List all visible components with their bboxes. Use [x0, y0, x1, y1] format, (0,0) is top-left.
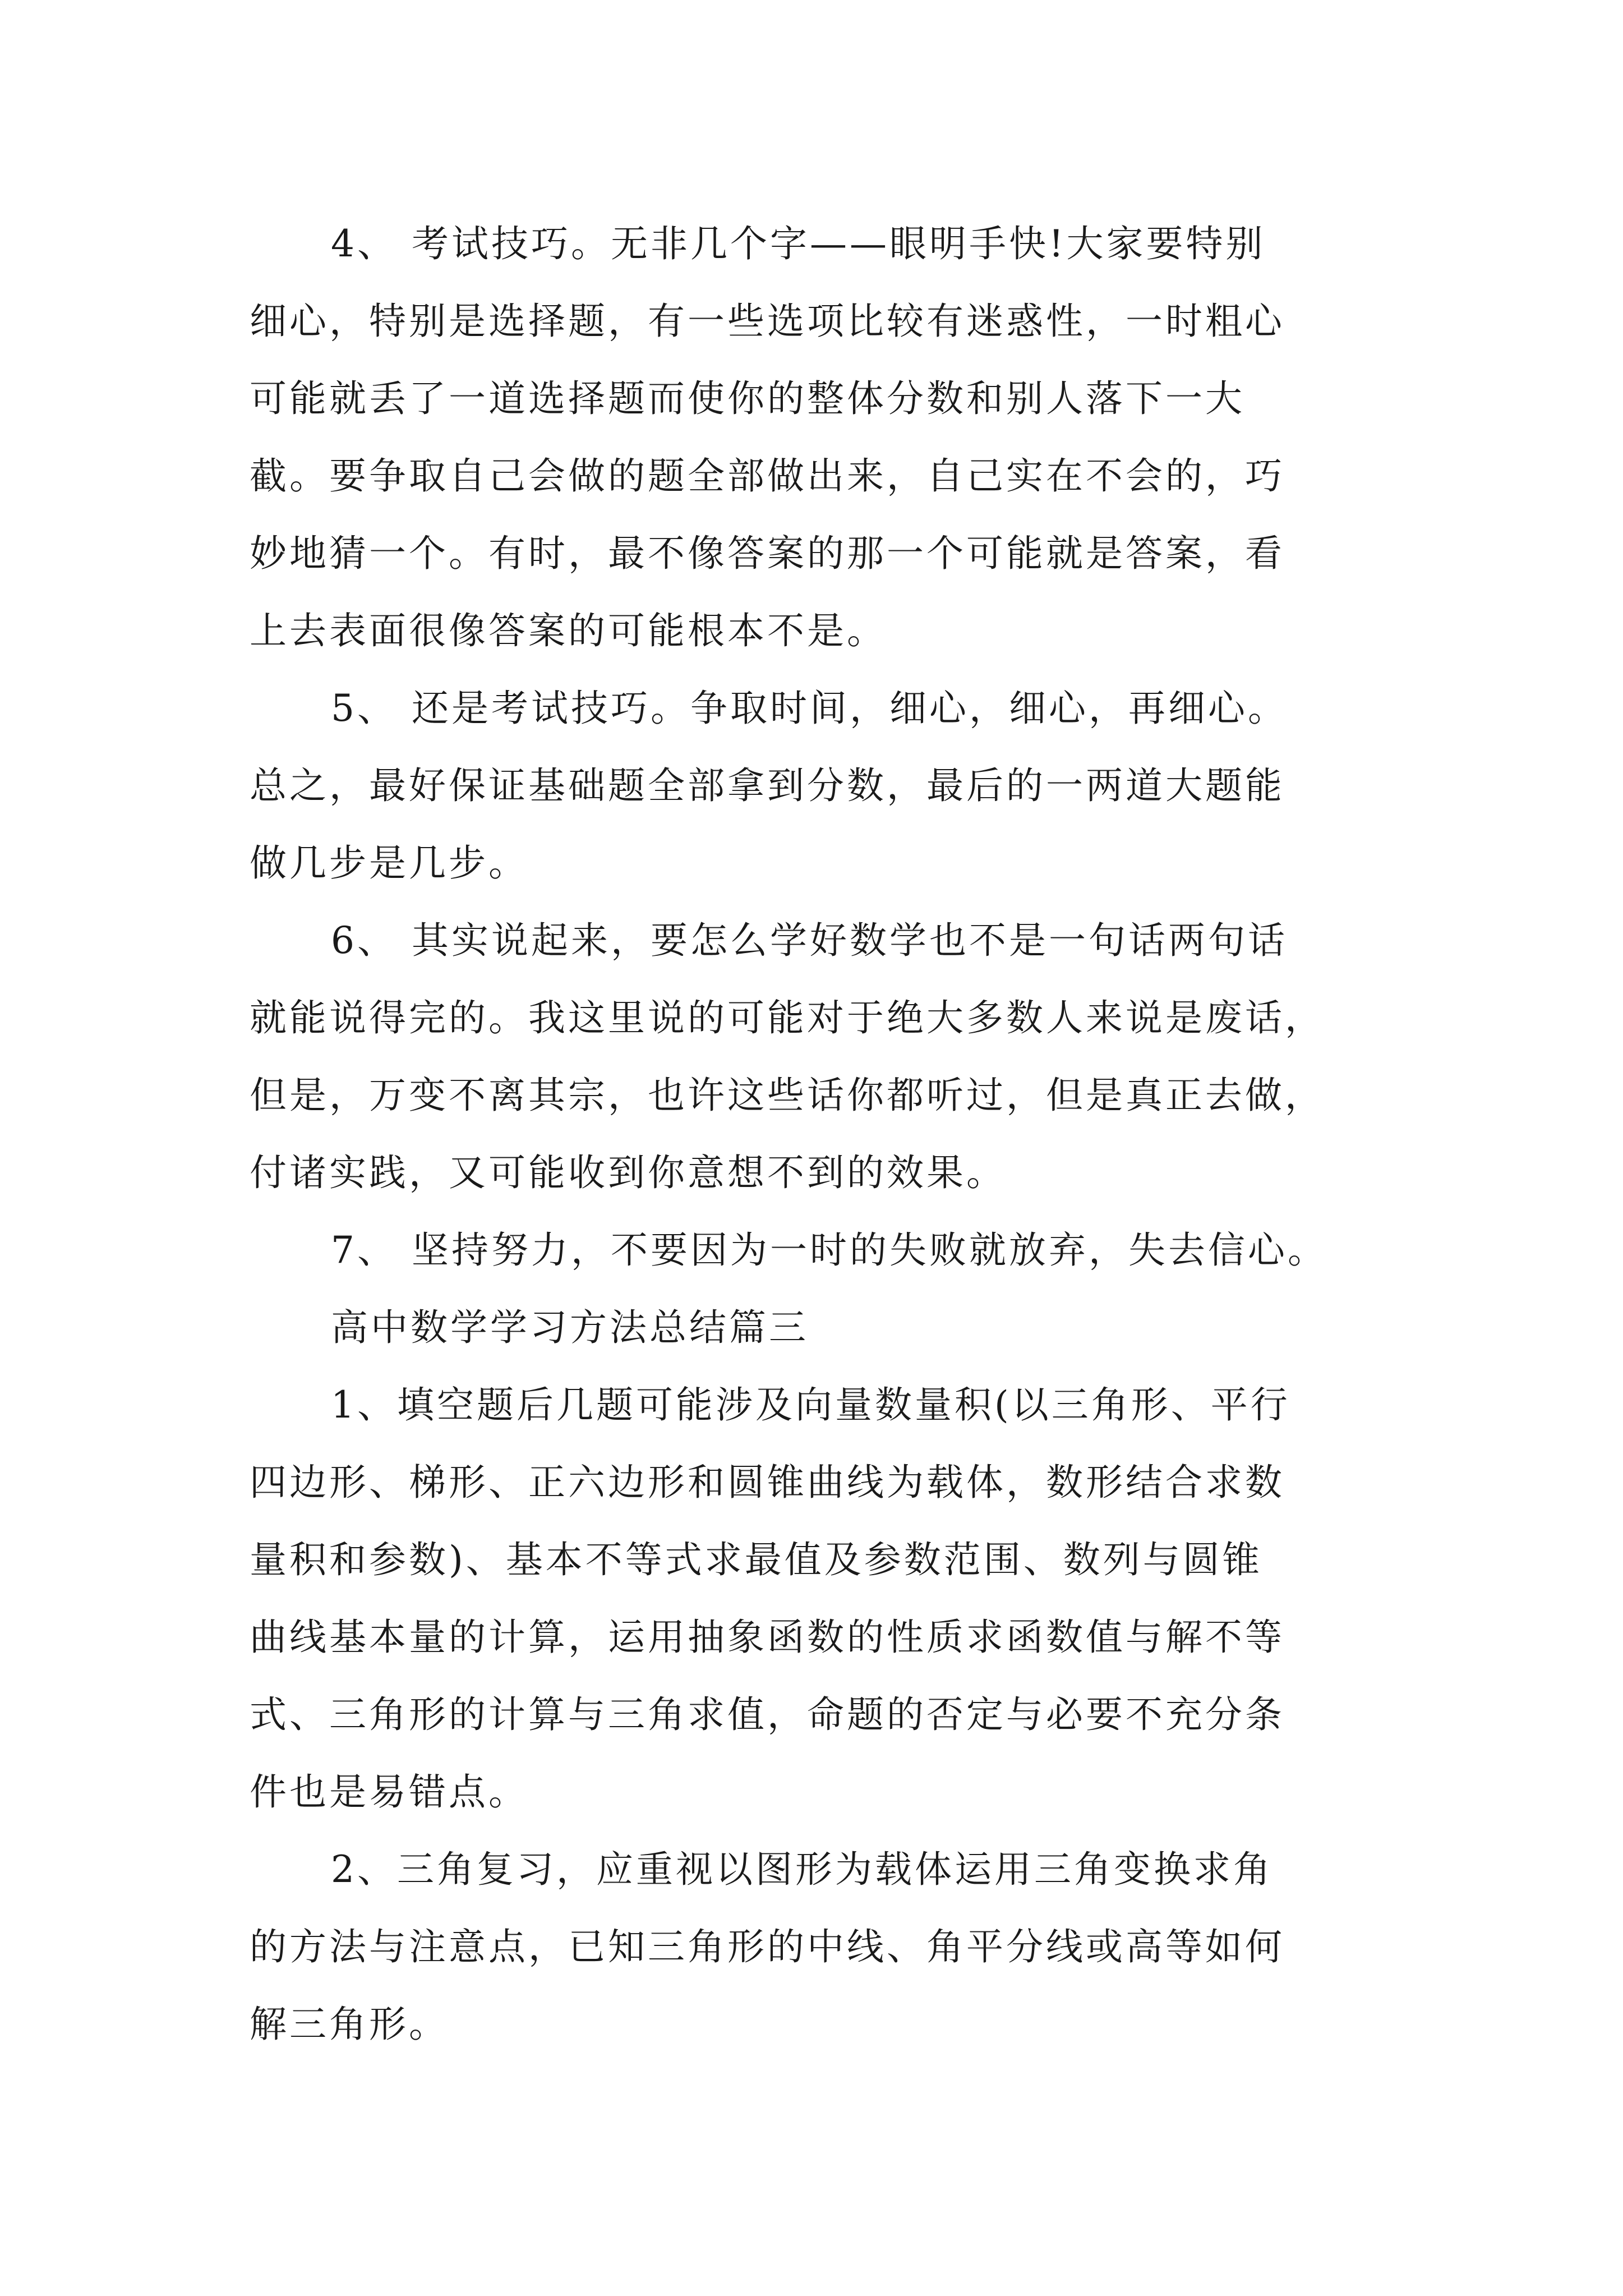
- paragraph-5-line-2: 总之，最好保证基础题全部拿到分数，最后的一两道大题能: [250, 764, 1285, 807]
- paragraph-4-line-6: 上去表面很像答案的可能根本不是。: [250, 609, 887, 652]
- paragraph-6-line-4: 付诸实践，又可能收到你意想不到的效果。: [250, 1151, 1006, 1194]
- paragraph-5-line-3: 做几步是几步。: [250, 841, 528, 885]
- paragraph-5-line-1: 5、 还是考试技巧。争取时间，细心，细心，再细心。: [331, 687, 1288, 730]
- item-2-line-2: 的方法与注意点，已知三角形的中线、角平分线或高等如何: [250, 1925, 1285, 1968]
- item-1-line-3: 量积和参数)、基本不等式求最值及参数范围、数列与圆锥: [250, 1538, 1262, 1581]
- section-heading: 高中数学学习方法总结篇三: [331, 1306, 809, 1349]
- item-1-line-2: 四边形、梯形、正六边形和圆锥曲线为载体，数形结合求数: [250, 1461, 1285, 1504]
- item-2-line-1: 2、三角复习，应重视以图形为载体运用三角变换求角: [331, 1848, 1273, 1891]
- paragraph-4-line-3: 可能就丢了一道选择题而使你的整体分数和别人落下一大: [250, 377, 1245, 420]
- item-1-line-6: 件也是易错点。: [250, 1770, 528, 1814]
- item-1-line-4: 曲线基本量的计算，运用抽象函数的性质求函数值与解不等: [250, 1616, 1285, 1659]
- paragraph-6-line-3: 但是，万变不离其宗，也许这些话你都听过，但是真正去做，: [250, 1074, 1325, 1117]
- paragraph-4-line-4: 截。要争取自己会做的题全部做出来，自己实在不会的，巧: [250, 454, 1285, 498]
- paragraph-4-line-2: 细心，特别是选择题，有一些选项比较有迷惑性，一时粗心: [250, 300, 1285, 343]
- paragraph-6-line-1: 6、 其实说起来，要怎么学好数学也不是一句话两句话: [331, 919, 1288, 962]
- item-1-line-1: 1、填空题后几题可能涉及向量数量积(以三角形、平行: [331, 1383, 1290, 1427]
- paragraph-6-line-2: 就能说得完的。我这里说的可能对于绝大多数人来说是废话，: [250, 996, 1325, 1039]
- paragraph-7-line-1: 7、 坚持努力，不要因为一时的失败就放弃，失去信心。: [331, 1228, 1327, 1272]
- item-2-line-3: 解三角形。: [250, 2003, 449, 2046]
- item-1-line-5: 式、三角形的计算与三角求值，命题的否定与必要不充分条: [250, 1693, 1285, 1736]
- paragraph-4-line-5: 妙地猜一个。有时，最不像答案的那一个可能就是答案，看: [250, 532, 1285, 575]
- paragraph-4-line-1: 4、 考试技巧。无非几个字——眼明手快!大家要特别: [331, 222, 1266, 265]
